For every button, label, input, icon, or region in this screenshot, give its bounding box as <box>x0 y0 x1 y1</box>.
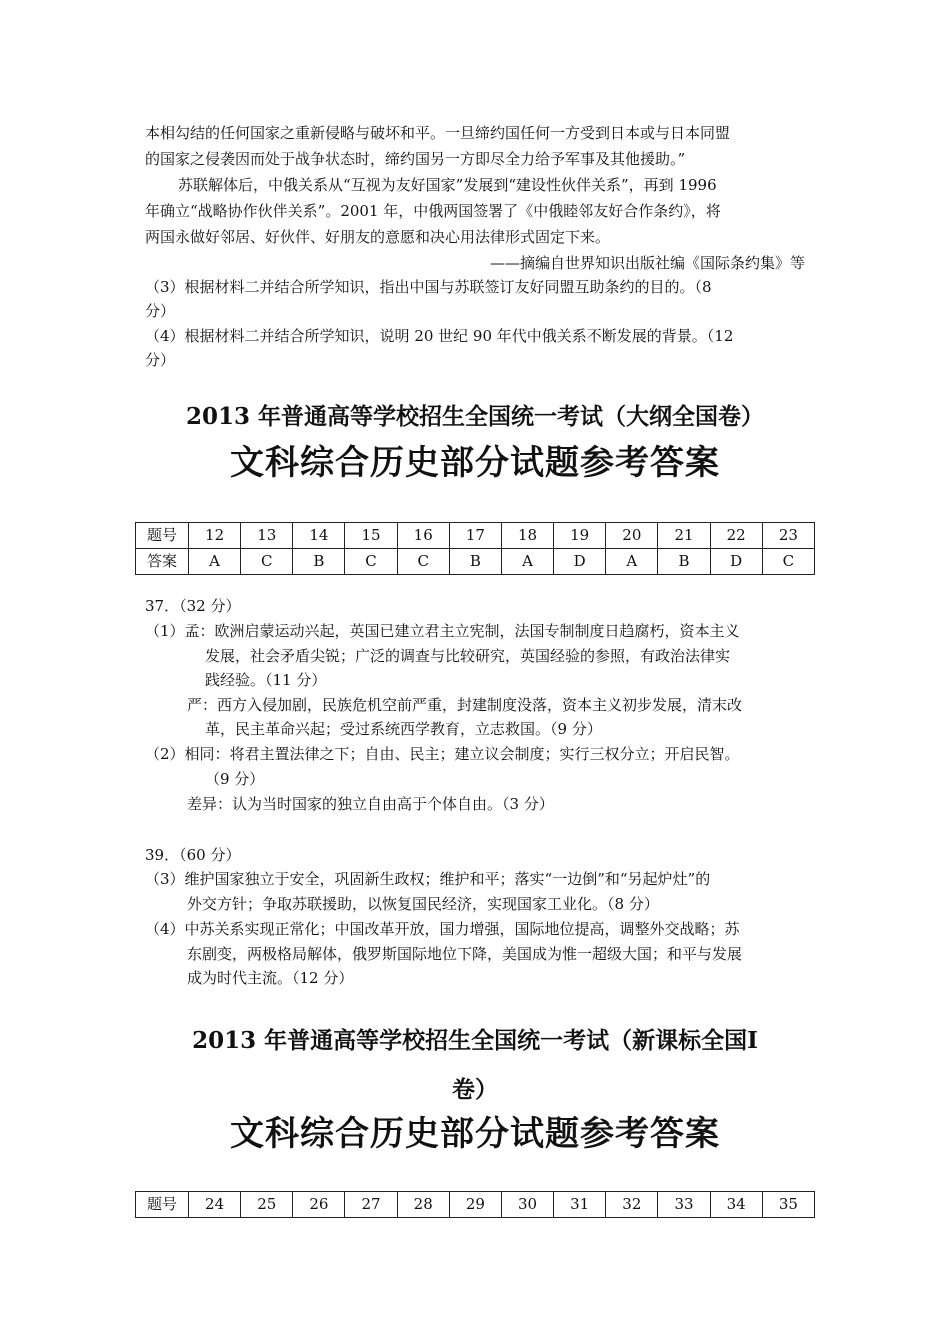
section1-title: 文科综合历史部分试题参考答案 <box>230 443 720 483</box>
table-cell: B <box>658 549 710 575</box>
table-row <box>136 549 815 575</box>
table-cell: 32 <box>606 1192 658 1218</box>
q37-line: （9 分） <box>205 770 265 788</box>
question-4: （4）根据材料二并结合所学知识，说明 20 世纪 90 年代中俄关系不断发展的背景。（12 <box>145 327 734 345</box>
table-cell: 29 <box>449 1192 501 1218</box>
table-cell: D <box>554 549 606 575</box>
q37-line: 差异：认为当时国家的独立自由高于个体自由。（3 分） <box>187 795 554 813</box>
q37-line: 发展，社会矛盾尖锐；广泛的调查与比较研究，英国经验的参照，有政治法律实 <box>205 647 731 665</box>
table-cell: 20 <box>606 523 658 549</box>
table-cell: B <box>449 549 501 575</box>
q37-line: 严：西方入侵加剧，民族危机空前严重，封建制度没落，资本主义初步发展，清末改 <box>187 696 743 714</box>
q37-header: 37．（32 分） <box>145 597 241 615</box>
table-cell: C <box>762 549 814 575</box>
table-cell: 12 <box>189 523 241 549</box>
table-cell: 24 <box>189 1192 241 1218</box>
section2-subtitle: 2013 年普通高等学校招生全国统一考试（新课标全国Ⅰ <box>192 1027 758 1054</box>
table-cell: D <box>710 549 762 575</box>
passage-line: 本相勾结的任何国家之重新侵略与破坏和平。一旦缔约国任何一方受到日本或与日本同盟 <box>145 124 731 142</box>
q39-header: 39．（60 分） <box>145 846 241 864</box>
table-cell: C <box>241 549 293 575</box>
q37-line: （1）孟：欧洲启蒙运动兴起，英国已建立君主立宪制，法国专制制度日趋腐朽，资本主义 <box>145 622 740 640</box>
question-3-cont: 分） <box>145 302 176 320</box>
question-3: （3）根据材料二并结合所学知识，指出中国与苏联签订友好同盟互助条约的目的。（8 <box>145 278 712 296</box>
table-header-cell: 答案 <box>136 549 189 575</box>
table-cell: 13 <box>241 523 293 549</box>
table-row <box>136 1192 815 1218</box>
answer-table-2 <box>135 1191 815 1218</box>
q39-line: （3）维护国家独立于安全，巩固新生政权；维护和平；落实“一边倒”和“另起炉灶”的 <box>145 870 711 888</box>
table-cell: 26 <box>293 1192 345 1218</box>
table-cell: A <box>501 549 553 575</box>
table-cell: 33 <box>658 1192 710 1218</box>
table-cell: C <box>397 549 449 575</box>
table-cell: 25 <box>241 1192 293 1218</box>
q39-line: （4）中苏关系实现正常化；中国改革开放，国力增强，国际地位提高，调整外交战略；苏 <box>145 920 740 938</box>
section1-subtitle: 2013 年普通高等学校招生全国统一考试（大纲全国卷） <box>185 403 765 430</box>
table-cell: 16 <box>397 523 449 549</box>
q37-line: 革，民主革命兴起；受过系统西学教育，立志救国。（9 分） <box>205 720 602 738</box>
table-cell: C <box>345 549 397 575</box>
table-cell: 21 <box>658 523 710 549</box>
table-cell: 22 <box>710 523 762 549</box>
table-cell: 35 <box>762 1192 814 1218</box>
table-cell: 23 <box>762 523 814 549</box>
section2-subtitle-cont: 卷） <box>452 1076 498 1103</box>
q39-line: 东剧变，两极格局解体，俄罗斯国际地位下降，美国成为惟一超级大国；和平与发展 <box>187 945 743 963</box>
q37-line: （2）相同：将君主置法律之下；自由、民主；建立议会制度；实行三权分立；开启民智。 <box>145 745 740 763</box>
table-cell: 27 <box>345 1192 397 1218</box>
q39-line: 成为时代主流。（12 分） <box>187 969 354 987</box>
passage-line: 两国永做好邻居、好伙伴、好朋友的意愿和决心用法律形式固定下来。 <box>145 228 611 246</box>
table-cell: B <box>293 549 345 575</box>
passage-line: 苏联解体后，中俄关系从“互视为友好国家”发展到“建设性伙伴关系”，再到 1996 <box>178 176 717 194</box>
answer-table-1 <box>135 522 815 575</box>
q39-line: 外交方针；争取苏联援助，以恢复国民经济，实现国家工业化。（8 分） <box>187 895 659 913</box>
table-cell: A <box>606 549 658 575</box>
table-cell: 15 <box>345 523 397 549</box>
question-4-cont: 分） <box>145 351 176 369</box>
table-cell: 18 <box>501 523 553 549</box>
passage-line: 的国家之侵袭因而处于战争状态时，缔约国另一方即尽全力给予军事及其他援助。” <box>145 150 686 168</box>
q37-line: 践经验。（11 分） <box>205 671 327 689</box>
passage-source: ——摘编自世界知识出版社编《国际条约集》等 <box>489 254 805 272</box>
table-cell: 17 <box>449 523 501 549</box>
passage-line: 年确立“战略协作伙伴关系”。2001 年，中俄两国签署了《中俄睦邻友好合作条约》，将 <box>145 202 721 220</box>
table-cell: 31 <box>554 1192 606 1218</box>
table-cell: 30 <box>501 1192 553 1218</box>
table-header-cell: 题号 <box>136 523 189 549</box>
section2-title: 文科综合历史部分试题参考答案 <box>230 1114 720 1154</box>
table-cell: 28 <box>397 1192 449 1218</box>
table-cell: 34 <box>710 1192 762 1218</box>
table-cell: A <box>189 549 241 575</box>
table-cell: 14 <box>293 523 345 549</box>
table-header-cell: 题号 <box>136 1192 189 1218</box>
table-row <box>136 523 815 549</box>
table-cell: 19 <box>554 523 606 549</box>
